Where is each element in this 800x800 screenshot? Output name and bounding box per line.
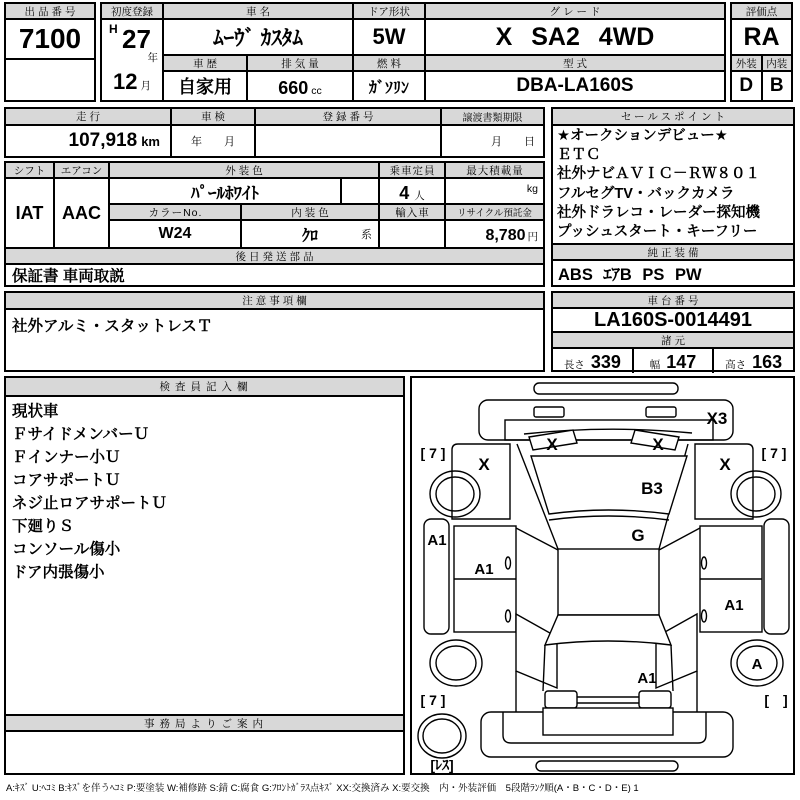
damage-label-x3: X3 (706, 409, 728, 428)
grade-col (426, 4, 724, 100)
door-value: 5W (354, 20, 424, 56)
month-unit: 月 (140, 80, 151, 92)
score-value: RA (732, 20, 791, 56)
aircon-label: エアコン (55, 163, 110, 179)
mileage-row-block (4, 107, 545, 158)
reg-no-value (256, 126, 440, 156)
int-color-suffix: 系 (361, 229, 372, 241)
inspector-note-line: コンソール傷小 (12, 541, 121, 558)
first-reg-label: 初度登録 (102, 4, 162, 20)
car-diagram-block (410, 376, 795, 775)
roof-front-line (549, 516, 669, 520)
front-grille-bar (534, 383, 678, 394)
rear-lower-bar (536, 761, 678, 771)
door-label: ドア形状 (354, 4, 424, 20)
first-reg-year-cell (102, 20, 162, 66)
import-value (380, 221, 446, 249)
ext-color-empty-cell (342, 179, 380, 205)
transfer-value: 月 日 (491, 136, 535, 148)
displacement-unit: cc (311, 85, 322, 97)
color-no-value: W24 (110, 221, 242, 249)
headlight-left (534, 407, 564, 417)
car-name-value: ﾑｰｳﾞ ｶｽﾀﾑ (164, 20, 352, 56)
notes-value: 社外アルミ・スタットレスＴ (12, 318, 213, 335)
sales-point-line: プッシュスタート・キーフリー (557, 224, 758, 241)
fuel-label: 燃料 (354, 56, 424, 72)
spec-width-cell (634, 349, 715, 373)
damage-label-tailgate: A1 (637, 670, 657, 687)
model-code-label: 型式 (426, 56, 724, 72)
oem-equip-value: ABS ｴｱB PS PW (558, 266, 702, 285)
capacity-unit: 人 (414, 190, 425, 202)
int-color-cell (242, 221, 380, 249)
office-notice-label: 事務局よりご案内 (6, 714, 403, 732)
length-label: 長さ (563, 359, 585, 371)
spec-length-cell (553, 349, 634, 373)
max-load-cell (446, 179, 543, 205)
notes-block (4, 291, 545, 372)
capacity-value: 4 (399, 183, 410, 203)
int-color-value: ｸﾛ (301, 227, 318, 245)
color-no-label: カラーNo. (110, 205, 242, 221)
inspector-label: 検査員記入欄 (6, 378, 403, 397)
main-top-block (100, 2, 726, 102)
tail-light-left (545, 691, 577, 708)
inspector-note-line: Ｆインナー小Ｕ (12, 449, 121, 466)
sales-point-line: 社外ドラレコ・レーダー探知機 (557, 204, 760, 221)
sales-point-line: フルセグTV・バックカメラ (557, 185, 735, 202)
wheel-rear-left-inner (436, 646, 476, 680)
damage-label-sill-left: A1 (427, 532, 447, 549)
reg-no-col (256, 109, 442, 156)
spare-tire (418, 714, 466, 758)
spare-tire-label: [ﾚｽ] (430, 757, 454, 773)
recycle-label: リサイクル預託金 (446, 205, 543, 221)
damage-label-rear-door-right: A1 (724, 597, 744, 614)
displacement-value-cell (248, 72, 352, 100)
damage-label-front-door-left: A1 (474, 561, 494, 578)
score-label: 評価点 (732, 4, 791, 20)
reg-no-label: 登録番号 (256, 109, 440, 126)
ext-color-label: 外装色 (110, 163, 380, 179)
side-sill-right (764, 519, 789, 634)
recycle-cell (446, 221, 543, 249)
max-load-label: 最大積載量 (446, 163, 543, 179)
damage-label-fender-right: X (719, 455, 731, 474)
width-value: 147 (666, 352, 697, 372)
car-name-label: 車名 (164, 4, 352, 20)
notes-label: 注意事項欄 (6, 293, 543, 310)
damage-label-roof: G (631, 526, 645, 545)
height-value: 163 (752, 352, 783, 372)
capacity-label: 乗車定員 (380, 163, 446, 179)
first-reg-col (102, 4, 164, 100)
car-name-col (164, 4, 354, 100)
tail-garnish (577, 697, 639, 703)
history-label: 車歴 (164, 56, 246, 72)
quarter-panel-left (516, 614, 557, 688)
era-letter: H (109, 22, 118, 36)
import-label: 輸入車 (380, 205, 446, 221)
windshield (531, 456, 687, 514)
sales-point-line: ★オークションデビュー★ (557, 128, 728, 144)
history-col (164, 56, 248, 100)
max-load-unit: kg (526, 183, 538, 195)
aircon-value: AAC (55, 179, 110, 249)
recycle-unit: 円 (527, 231, 538, 243)
roof-panel (558, 549, 659, 615)
grade-value: X SA2 4WD (426, 20, 724, 56)
mileage-unit: km (141, 134, 160, 149)
first-reg-month-cell (102, 66, 162, 100)
sales-points-block (551, 107, 795, 287)
chassis-value: LA160S-0014491 (553, 309, 793, 333)
lot-empty-cell (6, 60, 94, 100)
sales-point-line: 社外ナビＡＶＩＣ－ＲＷ８０１ (557, 166, 760, 183)
later-parts-value: 保証書 車両取説 (12, 268, 125, 285)
displacement-label: 排気量 (248, 56, 352, 72)
model-code-value: DBA-LA160S (516, 75, 634, 96)
chassis-block (551, 291, 795, 372)
door-col (354, 4, 426, 100)
mileage-label: 走行 (6, 109, 170, 126)
specs-label: 諸元 (553, 333, 793, 349)
sales-points-list (553, 126, 793, 245)
headlight-right (646, 407, 676, 417)
fuel-value: ｶﾞｿﾘﾝ (368, 79, 409, 97)
recycle-value: 8,780 (485, 227, 526, 244)
history-value: 自家用 (178, 77, 232, 97)
inspector-note-line: ネジ止ロアサポートＵ (12, 495, 168, 512)
office-notice-value (6, 732, 403, 773)
damage-label-windshield: B3 (641, 479, 663, 498)
capacity-cell (380, 179, 446, 205)
mileage-value: 107,918 (68, 130, 138, 151)
reg-month: 12 (113, 69, 138, 94)
transfer-col (442, 109, 543, 156)
grade-label: グレード (426, 4, 724, 20)
shift-value: IAT (6, 179, 55, 249)
interior-label: 内装 (763, 56, 792, 70)
score-block (730, 2, 793, 102)
damage-label-rear-wheel-right: A (751, 656, 763, 673)
height-label: 高さ (725, 359, 747, 371)
lot-number: 7100 (6, 20, 94, 60)
wheel-rear-left (430, 640, 482, 686)
later-parts-label: 後日発送部品 (6, 249, 543, 265)
inspector-note-line: 現状車 (12, 403, 59, 420)
spec-height-cell (714, 349, 793, 373)
inspector-note-line: ＦサイドメンバーＵ (12, 426, 150, 443)
exterior-grade: D (732, 72, 763, 100)
lot-label: 出品番号 (6, 4, 94, 20)
shaken-label: 車検 (172, 109, 254, 126)
exterior-label: 外装 (732, 56, 763, 70)
tire-depth-front-left: [ 7 ] (420, 445, 446, 461)
lot-block (4, 2, 96, 102)
displacement-col (248, 56, 352, 100)
reg-year: 27 (122, 24, 151, 54)
b-line-right (659, 528, 700, 550)
length-value: 339 (590, 352, 621, 372)
chassis-label: 車台番号 (553, 293, 793, 309)
displacement-value: 660 (278, 78, 309, 98)
shaken-col (172, 109, 256, 156)
oem-equip-label: 純正装備 (553, 245, 793, 261)
tailgate-lower (543, 708, 673, 735)
sales-point-line: ＥＴＣ (557, 147, 601, 164)
sales-points-label: セールスポイント (553, 109, 793, 126)
inspector-note-line: 下廻りＳ (12, 518, 75, 535)
width-label: 幅 (649, 359, 661, 371)
car-diagram (412, 378, 793, 773)
interior-grade: B (769, 75, 784, 96)
shift-label: シフト (6, 163, 55, 179)
color-grid-block (4, 161, 545, 287)
shaken-value: 年 月 (191, 136, 235, 148)
damage-label-fender-left: X (478, 455, 490, 474)
mileage-col (6, 109, 172, 156)
inspector-note-line: コアサポートＵ (12, 472, 121, 489)
spare-tire-inner (423, 719, 461, 753)
int-color-label: 内装色 (242, 205, 380, 221)
tire-depth-front-right: [ 7 ] (761, 445, 787, 461)
inspector-note-line: ドア内張傷小 (12, 564, 105, 581)
year-unit: 年 (147, 52, 158, 64)
mileage-value-cell (6, 126, 170, 156)
damage-label-wiper-right: X (652, 435, 664, 454)
rear-window (545, 615, 671, 645)
tire-depth-rear-left: [ 7 ] (420, 692, 446, 708)
inspector-block (4, 376, 405, 775)
ext-color-value: ﾊﾟｰﾙﾎﾜｲﾄ (110, 179, 342, 205)
damage-label-wiper-left: X (546, 435, 558, 454)
tail-light-right (639, 691, 671, 708)
transfer-label: 譲渡書類期限 (442, 109, 543, 126)
inspector-notes-list (6, 397, 403, 714)
legend: A:ｷｽﾞ U:ﾍｺﾐ B:ｷｽﾞを伴うﾍｺﾐ P:要塗装 W:補修跡 S:錆 C:腐食 G:ﾌﾛﾝﾄｶﾞﾗｽ点ｷｽﾞ XX:交換済み X:要交換 内・外装評価 5段階ﾗﾝｸ順(A・B・C・D・E) 1 (6, 783, 639, 794)
tire-depth-rear-right: [ ] (764, 692, 788, 708)
